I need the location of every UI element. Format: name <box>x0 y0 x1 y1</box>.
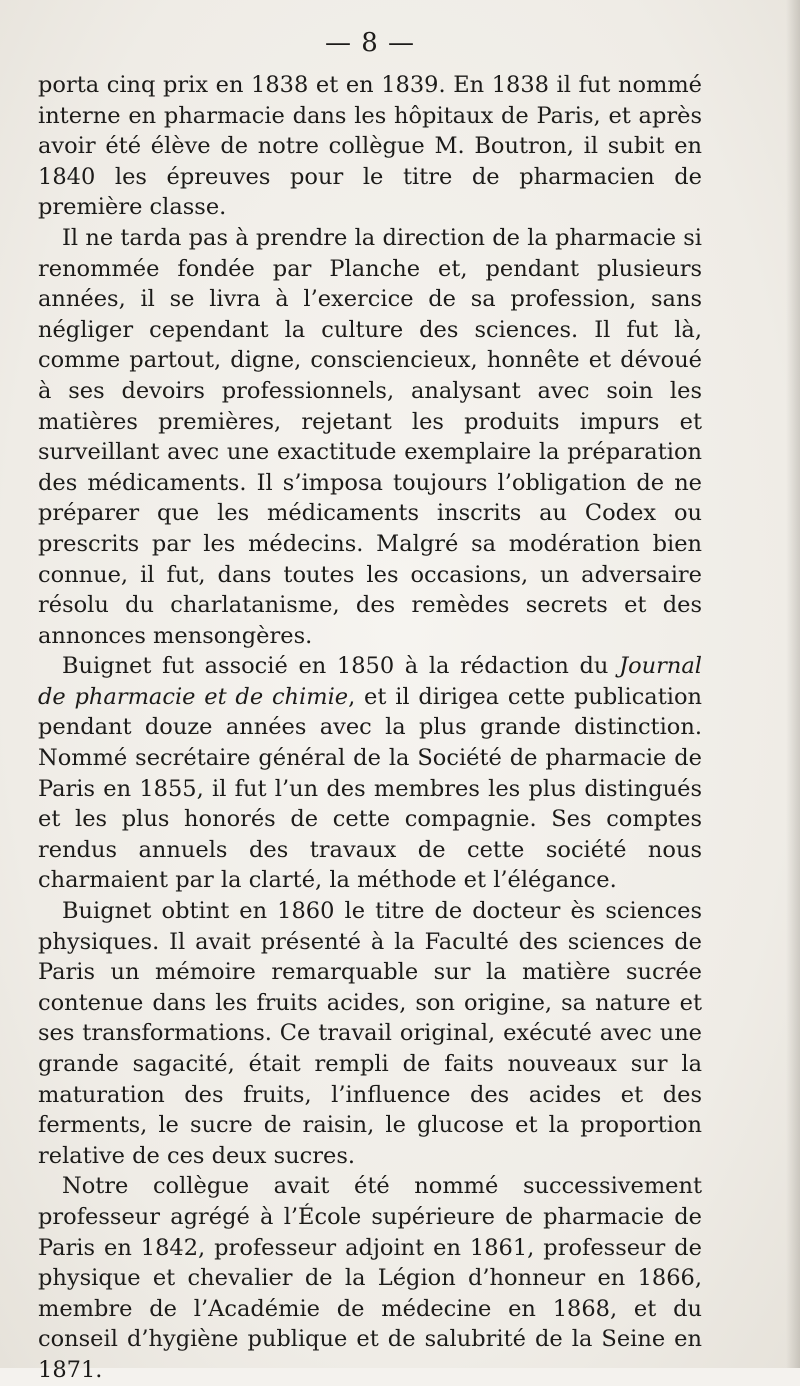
body-text <box>38 70 702 1386</box>
paragraph-3 <box>38 651 702 896</box>
paragraph-1: porta cinq prix en 1838 et en 1839. En 1838 il fut nommé interne en pharmacie dans les hôpitaux de Paris, et après avoir été élève de notre collègue M. Boutron, il subit en 1840 les épreuves pour le titre de pharmacien de première classe. <box>38 72 702 221</box>
page-number: — 8 — <box>324 28 416 58</box>
page-edge-shadow <box>786 0 800 1368</box>
paragraph-5: Notre collègue avait été nommé successivement professeur agrégé à l’École supérieure de pharmacie de Paris en 1842, professeur adjoint en 1861, professeur de physique et chevalier de la Légion d’honneur en 1866, membre de l’Académie de médecine en 1868, et du conseil d’hygiène publique et de salubrité de la Seine en 1871. <box>38 1173 702 1383</box>
journal-title: Journal de pharmacie et de chimie <box>38 653 702 710</box>
paragraph-2: Il ne tarda pas à prendre la direction de la pharmacie si renommée fondée par Planche et, pendant plusieurs années, il se livra à l’exercice de sa profession, sans négliger cependant la culture des sciences. Il fut là, comme partout, digne, consciencieux, honnête et dévoué à ses devoirs professionnels, analysant avec soin les matières premières, rejetant les produits impurs et surveillant avec une exactitude exemplaire la préparation des médicaments. Il s’imposa toujours l’obligation de ne préparer que les médicaments inscrits au Codex ou prescrits par les médecins. Malgré sa modération bien connue, il fut, dans toutes les occasions, un adversaire résolu du charlatanisme, des remèdes secrets et des annonces mensongères. <box>38 224 702 649</box>
paragraph-3-end: , et il dirigea cette publication pendant douze années avec la plus grande distinction. Nommé secrétaire général de la Société de pharmacie de Paris en 1855, il fut l’un des membres les plus distingués et les plus honorés de cette compagnie. Ses comptes rendus annuels des travaux de cette société nous charmaient par la clarté, la méthode et l’élégance. <box>38 683 702 894</box>
paragraph-4: Buignet obtint en 1860 le titre de docteur ès sciences physiques. Il avait présenté à la Faculté des sciences de Paris un mémoire remarquable sur la matière sucrée contenue dans les fruits acides, son origine, sa nature et ses transformations. Ce travail original, exécuté avec une grande sagacité, était rempli de faits nouveaux sur la maturation des fruits, l’influence des acides et des ferments, le sucre de raisin, le glucose et la proportion relative de ces deux sucres. <box>38 898 702 1169</box>
paragraph-3-start: Buignet fut associé en 1850 à la rédaction du <box>62 653 620 680</box>
